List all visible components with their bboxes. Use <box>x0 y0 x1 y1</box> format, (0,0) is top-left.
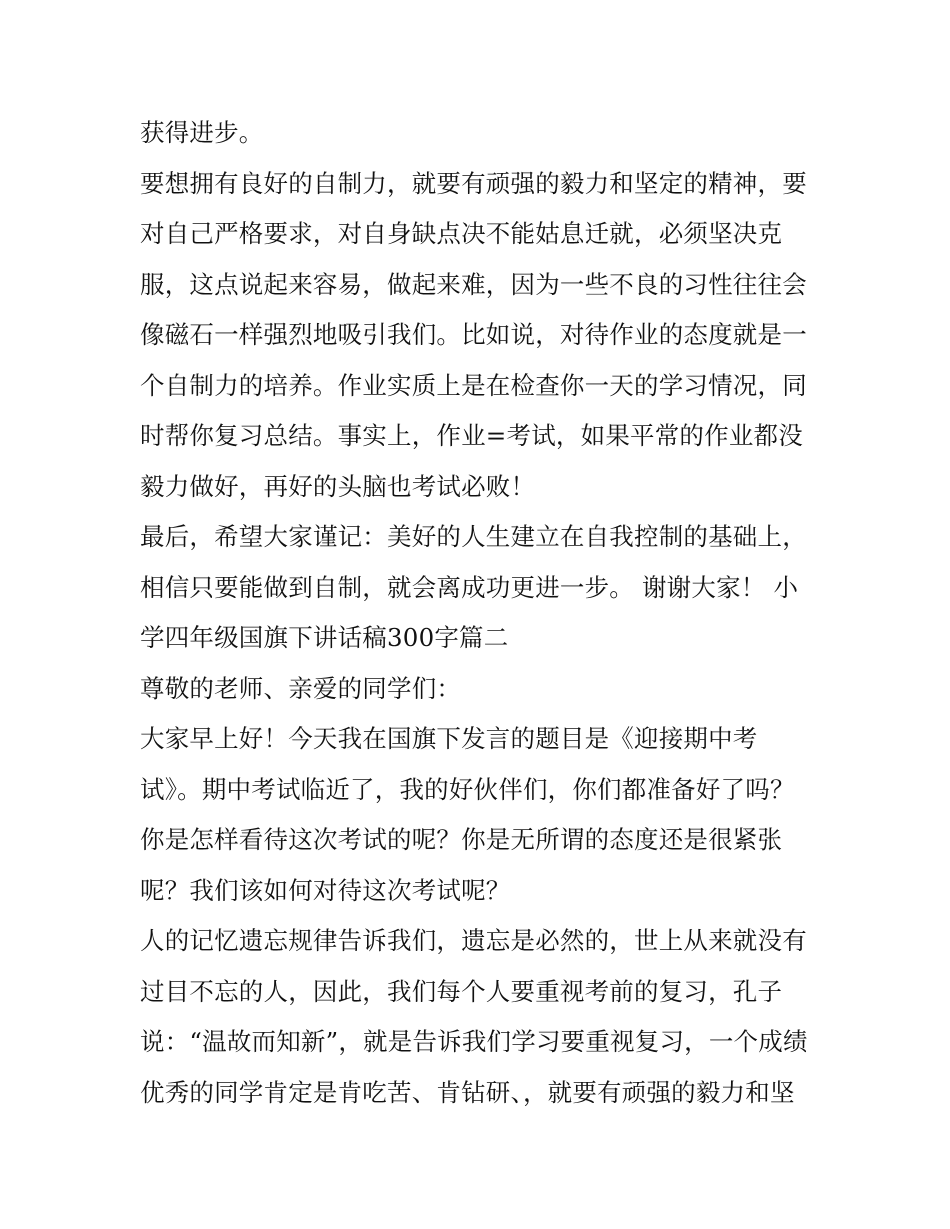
salutation-line: 尊敬的老师、亲爱的同学们： <box>140 673 462 703</box>
document-body <box>140 108 820 1118</box>
text-line: 要想拥有良好的自制力，就要有顽强的毅力和坚定的精神，要 <box>140 168 807 198</box>
text-line: 你是怎样看待这次考试的呢？你是无所谓的态度还是很紧张 <box>140 825 783 854</box>
text-line: 试》。期中考试临近了，我的好伙伴们，你们都准备好了吗？ <box>140 774 795 804</box>
text-line: 相信只要能做到自制，就会离成功更进一步。 谢谢大家！ 小 <box>140 572 799 602</box>
text-line: 对自己严格要求，对自身缺点决不能姑息迁就，必须坚决克 <box>140 219 783 248</box>
text-line: 获得进步。 <box>140 118 264 147</box>
text-line: 个自制力的培养。作业实质上是在检查你一天的学习情况，同 <box>140 370 807 400</box>
text-line: 呢？我们该如何对待这次考试呢？ <box>140 875 511 905</box>
text-line: 大家早上好！今天我在国旗下发言的题目是《迎接期中考 <box>140 724 758 753</box>
text-line: 人的记忆遗忘规律告诉我们，遗忘是必然的，世上从来就没有 <box>140 926 807 955</box>
text-line: 像磁石一样强烈地吸引我们。比如说，对待作业的态度就是一 <box>140 320 807 349</box>
text-line: 优秀的同学肯定是肯吃苦、肯钻研、，就要有顽强的毅力和坚 <box>140 1077 795 1107</box>
text-line: 说：“温故而知新”，就是告诉我们学习要重视复习，一个成绩 <box>140 1027 808 1056</box>
text-line: 毅力做好，再好的头脑也考试必败！ <box>140 471 536 501</box>
section-heading-line: 学四年级国旗下讲话稿300字篇二 <box>140 623 509 652</box>
text-line: 时帮你复习总结。事实上，作业=考试，如果平常的作业都没 <box>140 421 803 450</box>
text-line: 过目不忘的人，因此，我们每个人要重视考前的复习，孔子 <box>140 976 783 1006</box>
text-line: 最后，希望大家谨记：美好的人生建立在自我控制的基础上， <box>140 522 807 551</box>
text-line: 服，这点说起来容易，做起来难，因为一些不良的习性往往会 <box>140 269 807 299</box>
